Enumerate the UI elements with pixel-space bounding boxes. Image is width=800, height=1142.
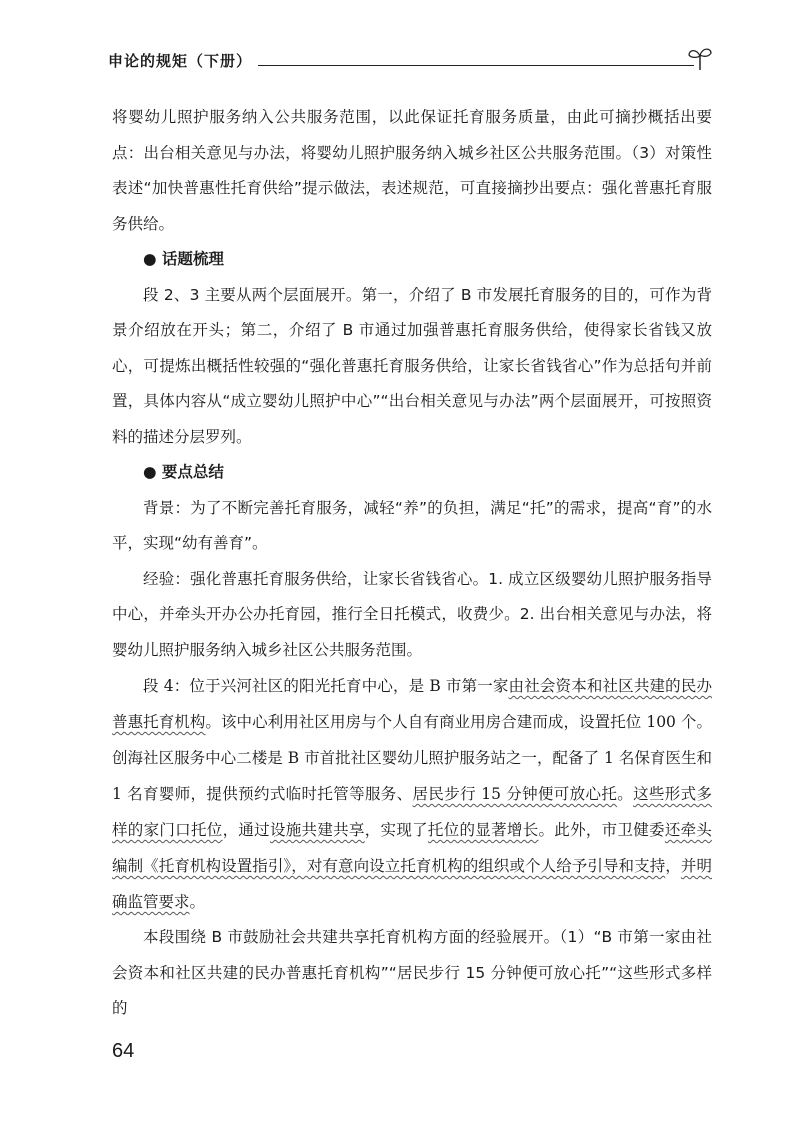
source-text: 。该中心利用社区用房与个人自有商业用房合建而成，设置托位 100 个。创海社区服务中心二楼是 B 市首批社区婴幼儿照护服务站之一，配备了 1 名保育医生和 1 名育婴师，提供预约式临时托管等服务、: [112, 713, 712, 803]
running-header: [108, 44, 714, 74]
sprout-icon: [686, 44, 714, 72]
underlined-phrase: 这些形式多样的家门口托位: [112, 785, 712, 839]
section-heading-topic: ● 话题梳理: [143, 250, 224, 268]
book-title: 申论的规矩（下册）: [108, 52, 253, 70]
page-number: 64: [112, 1040, 135, 1062]
page-body: [112, 100, 712, 1027]
source-text: ，实现了: [364, 821, 428, 839]
underlined-phrase: 居民步行 15 分钟便可放心托: [412, 785, 618, 803]
underlined-phrase: 设施共建共享: [269, 821, 365, 839]
underlined-phrase: 并明确监管要求: [112, 857, 712, 911]
source-material-paragraph: [112, 668, 712, 920]
paragraph-experience: 经验：强化普惠托育服务供给，让家长省钱省心。1. 成立区级婴幼儿照护服务指导中心，并牵头开办公办托育园，推行全日托模式，收费少。2. 出台相关意见与办法，将婴幼儿照护服务纳入城乡社区公共服务范围。: [112, 569, 712, 659]
paragraph-2: 段 2、3 主要从两个层面展开。第一，介绍了 B 市发展托育服务的目的，可作为背景介绍放在开头；第二，介绍了 B 市通过加强普惠托育服务供给，使得家长省钱又放心，可提炼出概括性较强的“强化普惠托育服务供给，让家长省钱省心”作为总括句并前置，具体内容从“成立婴幼儿照护中心”“出台相关意见与办法”两个层面展开，可按照资料的描述分层罗列。: [112, 285, 712, 446]
underlined-phrase: 还牵头编制《托育机构设置指引》，对有意向设立托育机构的组织或个人给予引导和支持: [112, 821, 712, 875]
paragraph-background: 背景：为了不断完善托育服务，减轻“养”的负担，满足“托”的需求，提高“育”的水平，实现“幼有善育”。: [112, 498, 712, 552]
underlined-phrase: 由社会资本和社区共建的民办普惠托育机构: [112, 677, 712, 731]
paragraph-1: 将婴幼儿照护服务纳入公共服务范围，以此保证托育服务质量，由此可摘抄概括出要点：出台相关意见与办法，将婴幼儿照护服务纳入城乡社区公共服务范围。（3）对策性表述“加快普惠性托育供给”提示做法，表述规范，可直接摘抄出要点：强化普惠托育服务供给。: [112, 108, 712, 233]
section-heading-summary: ● 要点总结: [143, 463, 224, 481]
header-rule: [258, 65, 694, 66]
source-text: 。: [617, 785, 634, 803]
source-text: 。: [189, 893, 206, 911]
paragraph-analysis: 本段围绕 B 市鼓励社会共建共享托育机构方面的经验展开。（1）“B 市第一家由社会资本和社区共建的民办普惠托育机构”“居民步行 15 分钟便可放心托”“这些形式多样的: [112, 928, 712, 1017]
source-text: 段 4：位于兴河社区的阳光托育中心，是 B 市第一家: [143, 677, 509, 695]
source-text: ，: [665, 857, 681, 875]
underlined-phrase: 托位的显著增长: [427, 821, 539, 839]
source-text: ，通过: [222, 821, 270, 839]
source-text: 。此外，市卫健委: [538, 821, 665, 839]
